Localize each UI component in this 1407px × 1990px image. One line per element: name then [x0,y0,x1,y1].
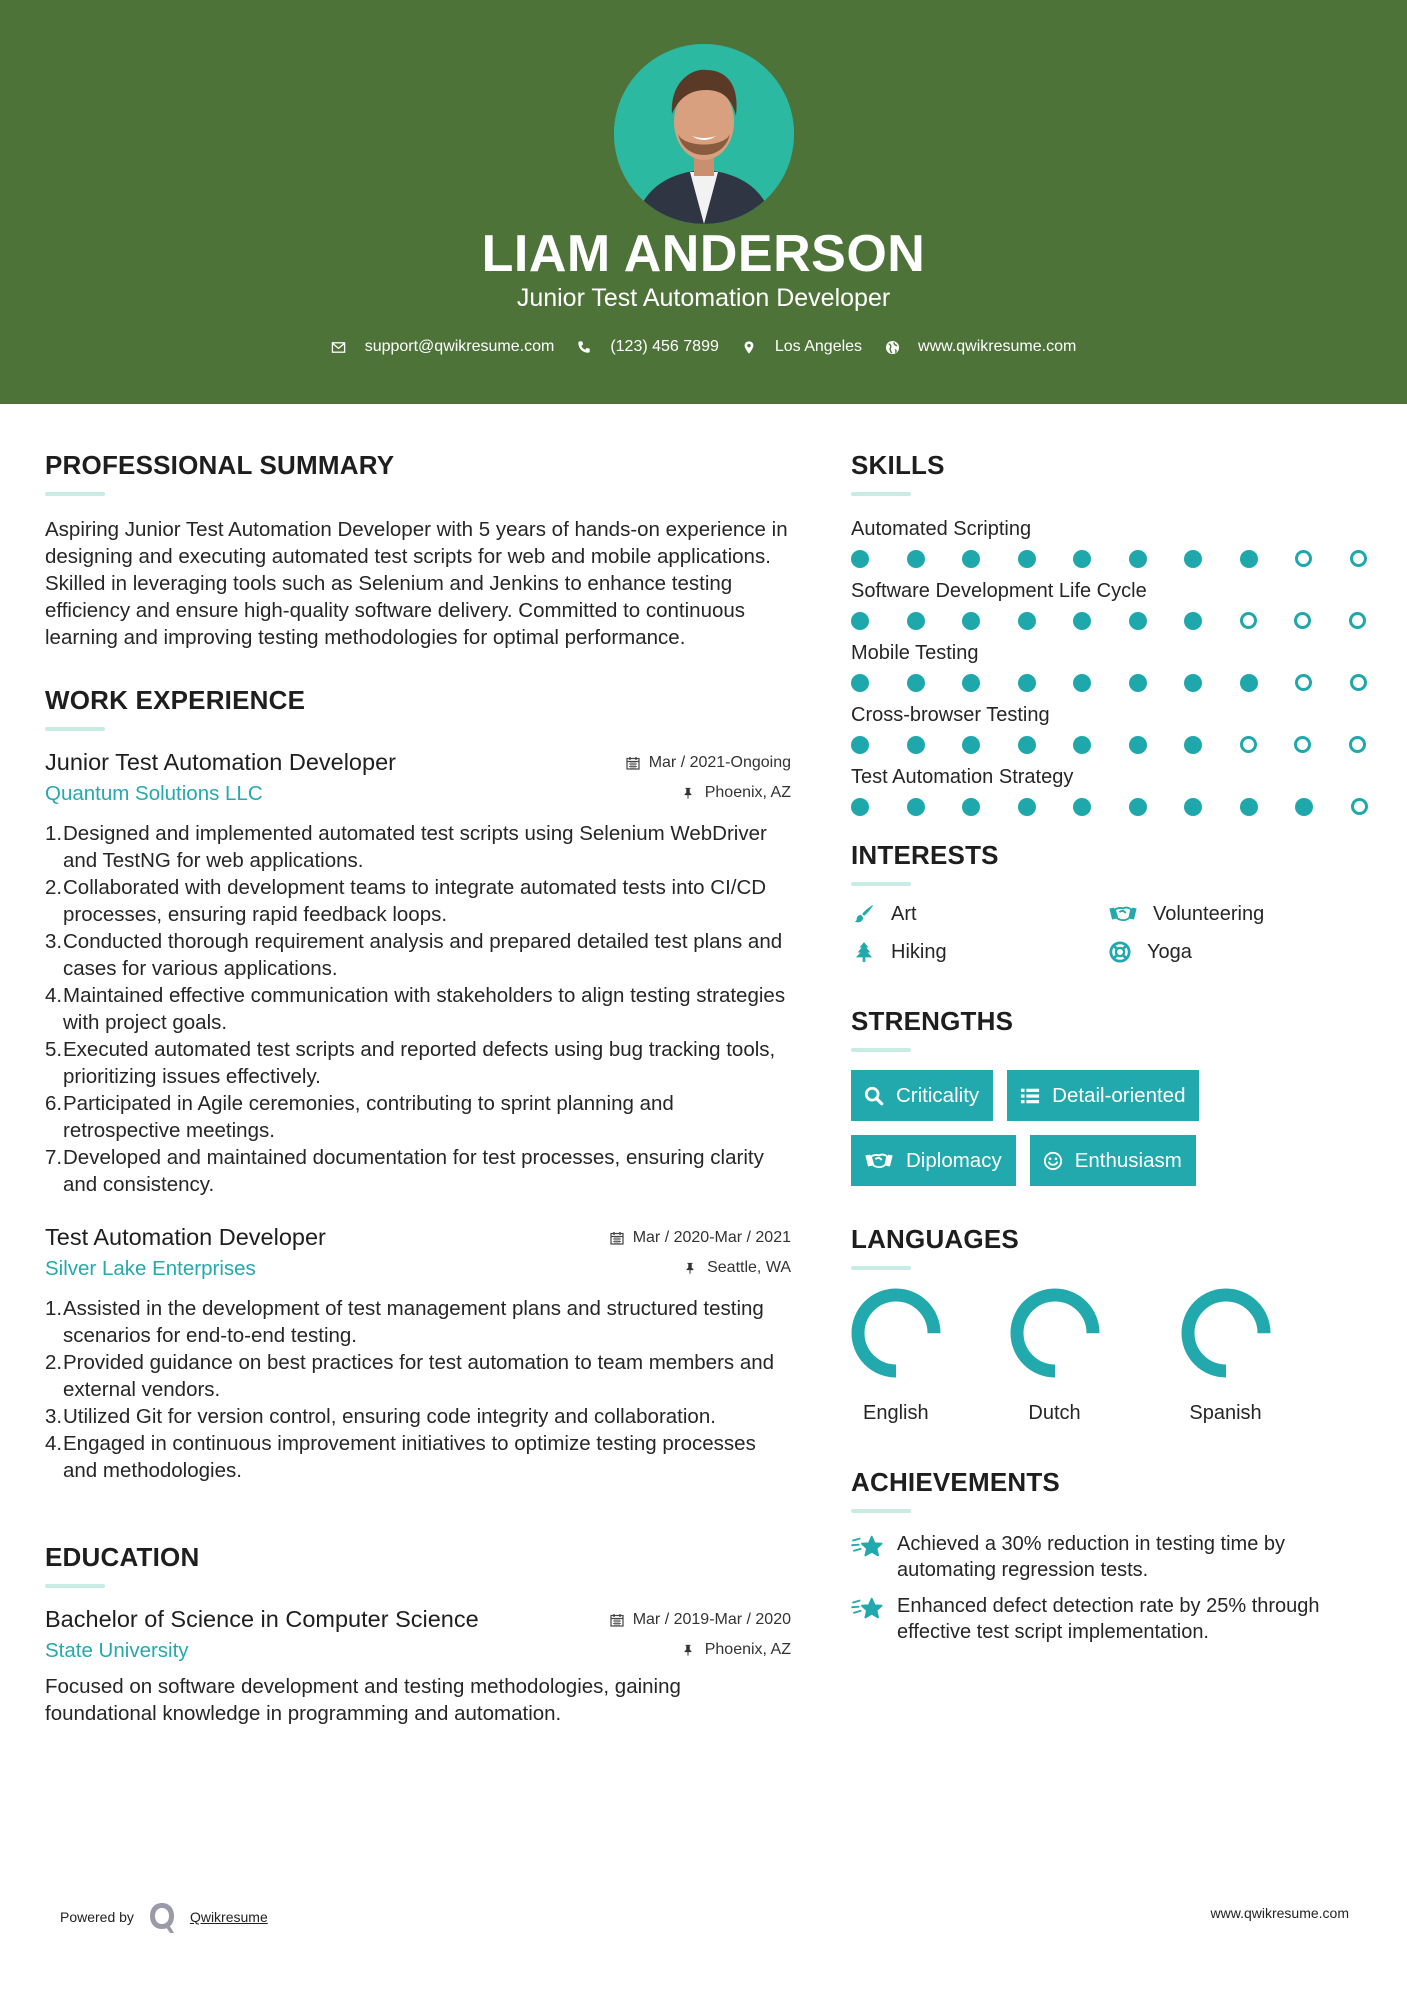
empty-dot-icon [1349,612,1366,629]
filled-dot-icon [907,674,925,692]
filled-dot-icon [1240,674,1258,692]
contact-website[interactable] [884,338,1076,356]
job-role: Junior Test Automation Developer [45,749,396,775]
strength-badge-criticality [851,1070,993,1121]
language-label: Spanish [1189,1402,1262,1424]
empty-dot-icon [1240,736,1257,753]
filled-dot-icon [1295,798,1313,816]
company-name: Quantum Solutions LLC [45,782,263,805]
filled-dot-icon [1073,550,1091,568]
filled-dot-icon [1184,612,1202,630]
pushpin-icon [684,1261,698,1275]
heading-underline [851,1509,911,1513]
skill-rating [851,736,1371,754]
location-text: Phoenix, AZ [704,784,791,801]
right-column [851,448,1371,1655]
skill-label: Test Automation Strategy [851,766,1074,788]
handshake-icon [1107,902,1139,926]
interest-yoga [1107,940,1357,964]
interest-label: Hiking [891,940,947,963]
bullet-item: 4.Maintained effective communication with stakeholders to align testing strategies with project goals. [45,984,786,1034]
achievement-item [851,1593,1371,1645]
education-section [45,1540,791,1727]
pushpin-icon [682,1643,696,1657]
job-role: Test Automation Developer [45,1224,326,1250]
empty-dot-icon [1294,612,1311,629]
filled-dot-icon [907,798,925,816]
job-bullets [45,1295,791,1484]
empty-dot-icon [1295,550,1312,567]
experience-heading: WORK EXPERIENCE [45,685,306,715]
job-dates [610,1229,791,1247]
achievement-text: Enhanced defect detection rate by 25% through effective test script implementation. [897,1595,1320,1643]
summary-heading: PROFESSIONAL SUMMARY [45,450,395,480]
achievements-heading: ACHIEVEMENTS [851,1467,1060,1497]
list-icon [1019,1085,1041,1107]
job-location [684,1259,791,1277]
summary-section [45,448,791,651]
filled-dot-icon [1129,612,1147,630]
filled-dot-icon [1184,736,1202,754]
bullet-item: 5.Executed automated test scripts and reported defects using bug tracking tools, prioritizing issues effectively. [45,1038,776,1088]
candidate-title: Junior Test Automation Developer [516,284,891,312]
education-location [682,1641,791,1659]
skills-list [851,516,1371,816]
skill-item [851,702,1371,754]
filled-dot-icon [1184,798,1202,816]
filled-dot-icon [851,550,869,568]
strengths-list [851,1070,1371,1186]
languages-heading: LANGUAGES [851,1224,1019,1254]
bullet-item: 3.Conducted thorough requirement analysis and prepared detailed test plans and cases for various applications. [45,930,783,980]
bullet-item: 1.Designed and implemented automated test scripts using Selenium WebDriver and TestNG for web applications. [45,822,767,872]
heading-underline [851,882,911,886]
filled-dot-icon [1073,736,1091,754]
contact-email[interactable] [331,338,555,356]
education-dates [610,1611,791,1629]
bullet-item: 6.Participated in Agile ceremonies, contributing to sprint planning and retrospective meetings. [45,1092,674,1142]
language-label: Dutch [1028,1402,1081,1424]
calendar-icon [610,1613,624,1627]
skills-heading: SKILLS [851,450,945,480]
filled-dot-icon [907,736,925,754]
dates-text: Mar / 2021-Ongoing [648,754,791,771]
strength-label: Detail-oriented [1052,1083,1186,1107]
skill-item [851,640,1371,692]
heading-underline [851,1266,911,1270]
language-label: English [863,1402,929,1424]
filled-dot-icon [1184,550,1202,568]
languages-list [851,1288,1371,1425]
interest-volunteering [1107,902,1357,926]
strength-label: Diplomacy [906,1148,1002,1172]
heading-underline [45,492,105,496]
location-text: Seattle, WA [707,1259,791,1276]
qwikresume-link[interactable]: Qwikresume [189,1909,268,1925]
languages-section [851,1222,1371,1425]
strength-badge-detail-oriented [1007,1070,1199,1121]
skill-rating [851,798,1371,816]
envelope-icon [331,339,347,355]
filled-dot-icon [1184,674,1202,692]
phone-text: (123) 456 7899 [610,338,719,355]
shooting-star-icon [851,1533,887,1563]
interest-label: Volunteering [1153,902,1265,925]
footer-website[interactable]: www.qwikresume.com [1210,1905,1349,1921]
interest-label: Art [891,902,917,925]
empty-dot-icon [1350,550,1367,567]
location-text: Los Angeles [774,338,863,355]
skill-item [851,578,1371,630]
interests-section [851,838,1371,964]
skill-label: Mobile Testing [851,642,979,664]
filled-dot-icon [1240,798,1258,816]
job-bullets [45,820,791,1198]
globe-icon [884,339,900,355]
powered-by [60,1900,268,1934]
powered-by-text: Powered by [60,1909,134,1925]
location-text: Phoenix, AZ [704,1641,791,1658]
filled-dot-icon [962,798,980,816]
empty-dot-icon [1240,612,1257,629]
skill-label: Software Development Life Cycle [851,580,1147,602]
interests-heading: INTERESTS [851,840,999,870]
search-icon [863,1085,885,1107]
filled-dot-icon [1129,674,1147,692]
job-dates [626,754,791,772]
bullet-item: 4.Engaged in continuous improvement initiatives to optimize testing processes and methodologies. [45,1432,756,1482]
bullet-item: 2.Provided guidance on best practices for test automation to team members and external vendors. [45,1351,775,1401]
language-ring-icon [1181,1288,1271,1378]
contact-row [0,338,1407,356]
job-entry [45,1224,791,1484]
language-item [969,1288,1140,1425]
bullet-item: 2.Collaborated with development teams to integrate automated tests into CI/CD processes, ensuring rapid feedback loops. [45,876,767,926]
strengths-section [851,1004,1371,1186]
achievements-section [851,1465,1371,1645]
heading-underline [851,492,911,496]
strength-label: Criticality [896,1083,980,1107]
company-name: Silver Lake Enterprises [45,1257,256,1280]
bullet-item: 7.Developed and maintained documentation for test processes, ensuring clarity and consistency. [45,1146,764,1196]
pushpin-icon [682,786,696,800]
skill-rating [851,550,1371,568]
heading-underline [45,1584,105,1588]
job-entry [45,749,791,1198]
interest-label: Yoga [1147,940,1192,963]
profile-photo [614,44,794,224]
skill-item [851,764,1371,816]
filled-dot-icon [962,612,980,630]
candidate-name: LIAM ANDERSON [481,225,926,283]
strength-label: Enthusiasm [1074,1148,1182,1172]
smile-icon [1042,1150,1064,1172]
empty-dot-icon [1350,674,1367,691]
left-column [45,448,791,1727]
filled-dot-icon [907,612,925,630]
filled-dot-icon [851,736,869,754]
calendar-icon [626,756,640,770]
email-text: support@qwikresume.com [364,338,555,355]
language-ring-icon [1010,1288,1100,1378]
resume-header [0,0,1407,404]
filled-dot-icon [1129,736,1147,754]
skill-rating [851,612,1371,630]
website-text: www.qwikresume.com [918,338,1077,355]
empty-dot-icon [1351,798,1368,815]
contact-location [741,338,862,356]
filled-dot-icon [962,736,980,754]
contact-phone[interactable] [576,338,719,356]
phone-icon [576,339,592,355]
filled-dot-icon [1073,798,1091,816]
achievement-item [851,1531,1371,1583]
calendar-icon [610,1231,624,1245]
empty-dot-icon [1349,736,1366,753]
achievement-text: Achieved a 30% reduction in testing time by automating regression tests. [897,1533,1285,1581]
empty-dot-icon [1295,674,1312,691]
education-heading: EDUCATION [45,1542,200,1572]
school-name: State University [45,1639,189,1662]
bullet-item: 3.Utilized Git for version control, ensuring code integrity and collaboration. [45,1405,716,1428]
skill-label: Cross-browser Testing [851,704,1050,726]
summary-text: Aspiring Junior Test Automation Developer with 5 years of hands-on experience in designing and executing automated test scripts for web and mobile applications. Skilled in leveraging tools such as Selenium and Jenkins to enhance testing efficiency and ensure high-quality software delivery. Committed to continuous learning and improving testing methodologies for optimal performance. [45,518,788,649]
qwikresume-logo-icon [148,1900,176,1934]
filled-dot-icon [851,674,869,692]
filled-dot-icon [851,612,869,630]
filled-dot-icon [1018,674,1036,692]
language-item [851,1288,969,1425]
filled-dot-icon [1129,798,1147,816]
heading-underline [851,1048,911,1052]
empty-dot-icon [1294,736,1311,753]
degree-name: Bachelor of Science in Computer Science [45,1606,479,1632]
filled-dot-icon [1240,550,1258,568]
filled-dot-icon [1018,798,1036,816]
filled-dot-icon [962,674,980,692]
strength-badge-diplomacy [851,1135,1016,1186]
strength-badge-enthusiasm [1030,1135,1196,1186]
handshake-icon [863,1150,895,1172]
job-location [682,784,791,802]
language-item [1140,1288,1311,1425]
interests-list [851,902,1371,964]
map-pin-icon [741,339,757,355]
filled-dot-icon [907,550,925,568]
dates-text: Mar / 2019-Mar / 2020 [632,1611,791,1628]
tree-icon [851,940,877,964]
filled-dot-icon [851,798,869,816]
skills-section [851,448,1371,816]
interest-hiking [851,940,1107,964]
person-photo-icon [614,44,794,224]
skill-label: Automated Scripting [851,518,1032,540]
strengths-heading: STRENGTHS [851,1006,1014,1036]
filled-dot-icon [1018,736,1036,754]
filled-dot-icon [962,550,980,568]
filled-dot-icon [1129,550,1147,568]
skill-item [851,516,1371,568]
experience-section [45,683,791,1484]
language-ring-icon [851,1288,941,1378]
filled-dot-icon [1018,612,1036,630]
skill-rating [851,674,1371,692]
dates-text: Mar / 2020-Mar / 2021 [632,1229,791,1246]
filled-dot-icon [1073,612,1091,630]
lifebuoy-icon [1107,940,1133,964]
bullet-item: 1.Assisted in the development of test management plans and structured testing scenarios for end-to-end testing. [45,1297,764,1347]
filled-dot-icon [1018,550,1036,568]
filled-dot-icon [1073,674,1091,692]
paintbrush-icon [851,902,877,926]
interest-art [851,902,1107,926]
heading-underline [45,727,105,731]
shooting-star-icon [851,1595,887,1625]
education-description: Focused on software development and testing methodologies, gaining foundational knowledge in programming and automation. [45,1675,681,1725]
